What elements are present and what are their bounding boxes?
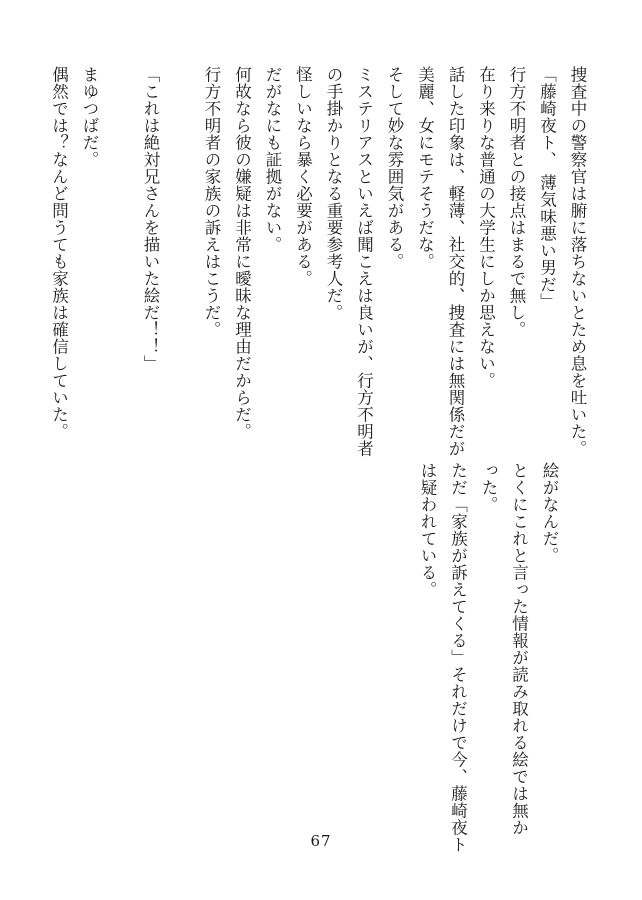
text-line: 捜査中の警察官は腑に落ちないとため息を吐いた。 <box>568 66 587 457</box>
text-line: ただ「家族が訴えてくる」それだけで今、藤崎夜ト <box>448 462 468 853</box>
text-line: 絵がなんだ。 <box>540 462 559 564</box>
text-line: 美麗、女にモテそうだな。 <box>415 66 435 270</box>
text-line: は疑われている。 <box>418 462 437 598</box>
text-line: とくにこれと言った情報が読み取れる絵では無か <box>509 462 529 836</box>
blank-line <box>104 66 135 428</box>
text-line: 怪しいなら暴く必要がある。 <box>293 66 313 287</box>
text-line: った。 <box>479 462 498 513</box>
text-line: そして妙な雰囲気がある。 <box>385 66 404 270</box>
text-line: だがなにも証拠がない。 <box>263 66 282 253</box>
blank-line <box>165 66 196 428</box>
text-line: 行方不明者の家族の訴えはこうだ。 <box>202 66 221 338</box>
page-number: 67 <box>310 832 332 850</box>
text-line: ミステリアスといえば聞こえは良いが、行方不明者 <box>354 66 374 457</box>
text-line: 偶然では？なんど問うても家族は確信していた。 <box>49 66 69 440</box>
text-line: 「これは絶対兄さんを描いた絵だ！！」 <box>141 66 160 372</box>
text-line: 「藤崎夜ト、 薄気味悪い男だ」 <box>537 66 557 310</box>
lower-text-block <box>412 462 565 853</box>
text-line: 在り来りな普通の大学生にしか思えない。 <box>476 66 496 389</box>
text-line: 話した印象は、軽薄、社交的、捜査には無関係だが <box>446 66 465 457</box>
text-line: の手掛かりとなる重要参考人だ。 <box>324 66 343 321</box>
text-line: 何故なら彼の嫌疑は非常に曖昧な理由だからだ。 <box>232 66 252 440</box>
upper-text-block <box>43 66 592 457</box>
text-line: 行方不明者との接点はまるで無し。 <box>507 66 526 338</box>
text-line: まゆつばだ。 <box>80 66 99 168</box>
